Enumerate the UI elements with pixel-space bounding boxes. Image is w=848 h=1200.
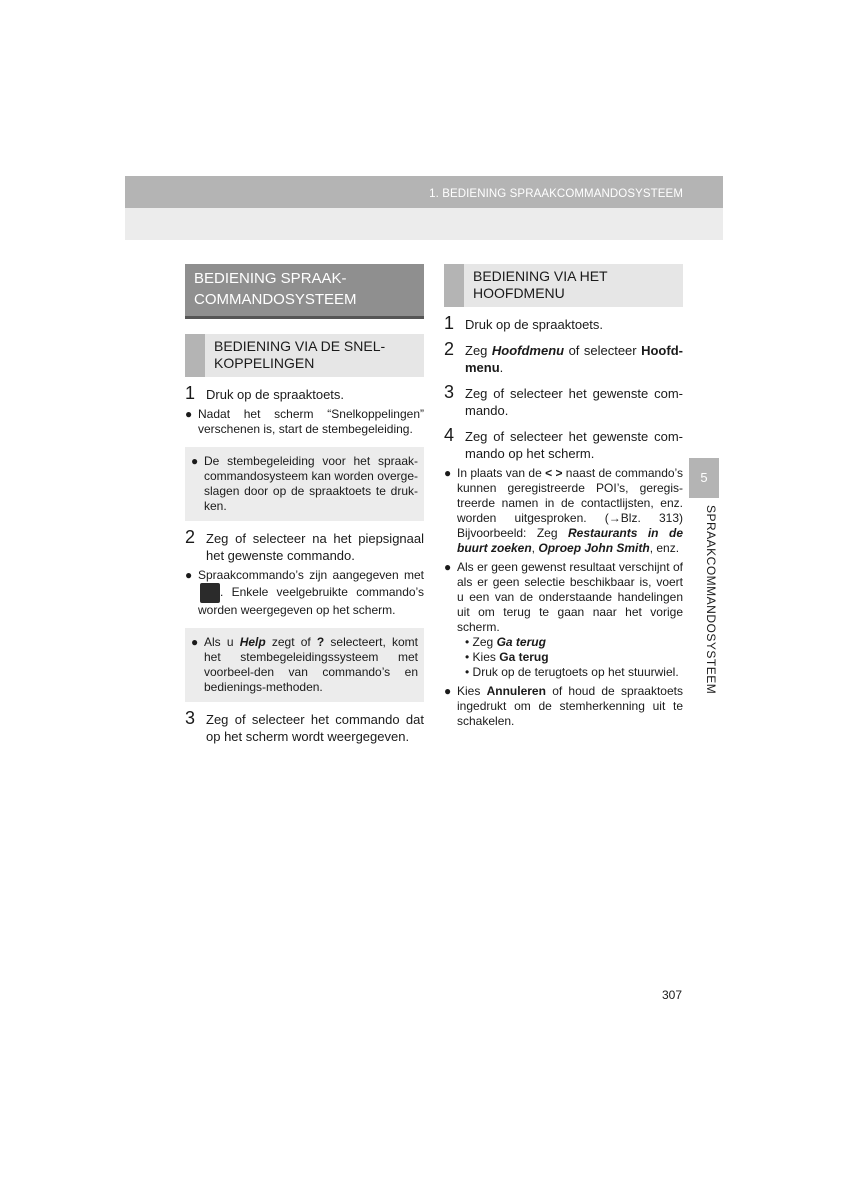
bullet-icon: ● bbox=[191, 454, 199, 468]
step-number: 3 bbox=[185, 708, 196, 728]
bullet-text: Nadat het scherm “Snelkoppelingen” verschenen is, start de stembegeleiding. bbox=[198, 407, 424, 436]
step-number: 1 bbox=[185, 383, 196, 403]
step-number: 2 bbox=[185, 527, 196, 547]
note-keyword-help: Help bbox=[239, 635, 266, 649]
step-text: Zeg of selecteer na het piepsignaal het gewenste commando. bbox=[206, 531, 424, 563]
step-number: 1 bbox=[444, 313, 455, 333]
bullet-text bbox=[457, 560, 683, 680]
keyword-brackets: < > bbox=[545, 466, 563, 480]
step-text-part: of selecteer bbox=[568, 343, 637, 358]
bullet-item bbox=[185, 407, 424, 437]
bullet-item bbox=[444, 466, 683, 556]
step-2 bbox=[444, 341, 683, 376]
note-keyword-question: ? bbox=[316, 635, 325, 649]
bullet-icon: ● bbox=[191, 635, 199, 649]
step-2 bbox=[185, 529, 424, 564]
bullet-text-part: of houd de spraaktoets ingedrukt om de stemherkenning uit te schakelen. bbox=[457, 684, 683, 728]
step-text-part: Zeg bbox=[465, 343, 488, 358]
right-column bbox=[444, 264, 683, 729]
step-text bbox=[465, 342, 683, 376]
note-text-part: selecteert, komt het stembegeleidingssysteem met voorbeel-den van commando’s en bedienings-methoden. bbox=[204, 635, 418, 694]
bullet-icon: ● bbox=[444, 560, 452, 574]
keyword-annuleren: Annuleren bbox=[486, 684, 546, 698]
bullet-text bbox=[457, 466, 683, 556]
note-item bbox=[191, 635, 418, 695]
step-3 bbox=[185, 710, 424, 745]
subsection-title: BEDIENING VIA DE SNEL-KOPPELINGEN bbox=[214, 338, 386, 371]
note-item bbox=[191, 454, 418, 514]
subsection-heading-main-menu bbox=[444, 264, 683, 307]
page-header-bar bbox=[125, 176, 723, 208]
step-1 bbox=[444, 315, 683, 333]
step-3 bbox=[444, 384, 683, 419]
step-text: Druk op de spraaktoets. bbox=[465, 317, 604, 332]
bullet-text-part: In plaats van de bbox=[457, 466, 542, 480]
subsection-accent bbox=[444, 264, 464, 307]
step-4 bbox=[444, 427, 683, 462]
sub-item-text: • Zeg bbox=[465, 635, 494, 649]
bullet-text bbox=[198, 568, 424, 618]
step-text-part: . bbox=[499, 360, 504, 375]
bullet-item bbox=[185, 568, 424, 618]
keyword-ga-terug: Ga terug bbox=[496, 635, 546, 649]
sub-item-text: • Kies bbox=[465, 650, 496, 664]
bullet-text-part: , bbox=[531, 541, 536, 555]
subsection-heading-shortcuts bbox=[185, 334, 424, 377]
keyword-example-2: Oproep John Smith bbox=[538, 541, 650, 555]
chapter-tab-number: 5 bbox=[689, 458, 719, 498]
page-number: 307 bbox=[662, 988, 683, 1002]
bullet-text-part: naast de commando’s kunnen geregistreerde POI’s, geregis-treerde namen in de contactlijsten, enz. worden uitgesproken. (→Blz. 313) Bijvoorbeeld: Zeg bbox=[457, 466, 683, 540]
step-text: Druk op de spraaktoets. bbox=[206, 387, 345, 402]
bullet-text-part: , enz. bbox=[649, 541, 680, 555]
bullet-text-part: . Enkele veelgebruikte commando’s worden weergegeven op het scherm. bbox=[198, 585, 424, 617]
bullet-item bbox=[444, 684, 683, 729]
step-number: 3 bbox=[444, 382, 455, 402]
note-box bbox=[185, 447, 424, 521]
sub-item bbox=[457, 635, 683, 650]
chapter-tab-label: SPRAAKCOMMANDOSYSTEEM bbox=[704, 505, 718, 695]
bullet-text-part: Spraakcommando’s zijn aangegeven met bbox=[198, 568, 424, 582]
bullet-icon: ● bbox=[444, 466, 452, 480]
keyword-hoofd-menu: Hoofd-menu bbox=[465, 343, 683, 375]
keyword-hoofdmenu: Hoofdmenu bbox=[491, 343, 565, 358]
step-text: Zeg of selecteer het gewenste com-mando op het scherm. bbox=[465, 429, 683, 461]
step-text: Zeg of selecteer het commando dat op het scherm wordt weergegeven. bbox=[206, 712, 424, 744]
note-text-part: zegt of bbox=[271, 635, 311, 649]
step-text: Zeg of selecteer het gewenste com-mando. bbox=[465, 386, 683, 418]
voice-command-icon bbox=[200, 583, 220, 603]
note-text bbox=[204, 635, 418, 695]
bullet-icon: ● bbox=[444, 684, 452, 698]
keyword-ga-terug: Ga terug bbox=[499, 650, 549, 664]
note-text-part: Als u bbox=[204, 635, 234, 649]
bullet-item bbox=[444, 560, 683, 680]
left-column bbox=[185, 264, 424, 745]
sub-item bbox=[457, 650, 683, 665]
bullet-text-part: Als er geen gewenst resultaat verschijnt of als er geen selectie beschikbaar is, voert u een van de onderstaande handelingen uit om terug te gaan naar het vorige scherm. bbox=[457, 560, 683, 634]
note-box bbox=[185, 628, 424, 702]
page-header-title: 1. BEDIENING SPRAAKCOMMANDOSYSTEEM bbox=[429, 188, 683, 200]
step-1 bbox=[185, 385, 424, 403]
step-number: 4 bbox=[444, 425, 455, 445]
section-title: BEDIENING SPRAAK-COMMANDOSYSTEEM bbox=[185, 264, 424, 319]
page-header bbox=[125, 176, 723, 240]
sub-item: • Druk op de terugtoets op het stuurwiel. bbox=[465, 665, 679, 679]
subsection-accent bbox=[185, 334, 205, 377]
bullet-icon: ● bbox=[185, 407, 193, 421]
bullet-text-part: Kies bbox=[457, 684, 481, 698]
step-number: 2 bbox=[444, 339, 455, 359]
keyword-example-1: Restaurants in de buurt zoeken bbox=[457, 526, 683, 555]
bullet-text bbox=[457, 684, 683, 729]
note-text: De stembegeleiding voor het spraak-commandosysteem kan worden overge-slagen door op de spraaktoets te druk-ken. bbox=[204, 454, 418, 513]
subsection-title: BEDIENING VIA HET HOOFDMENU bbox=[473, 268, 608, 301]
bullet-icon: ● bbox=[185, 568, 193, 582]
